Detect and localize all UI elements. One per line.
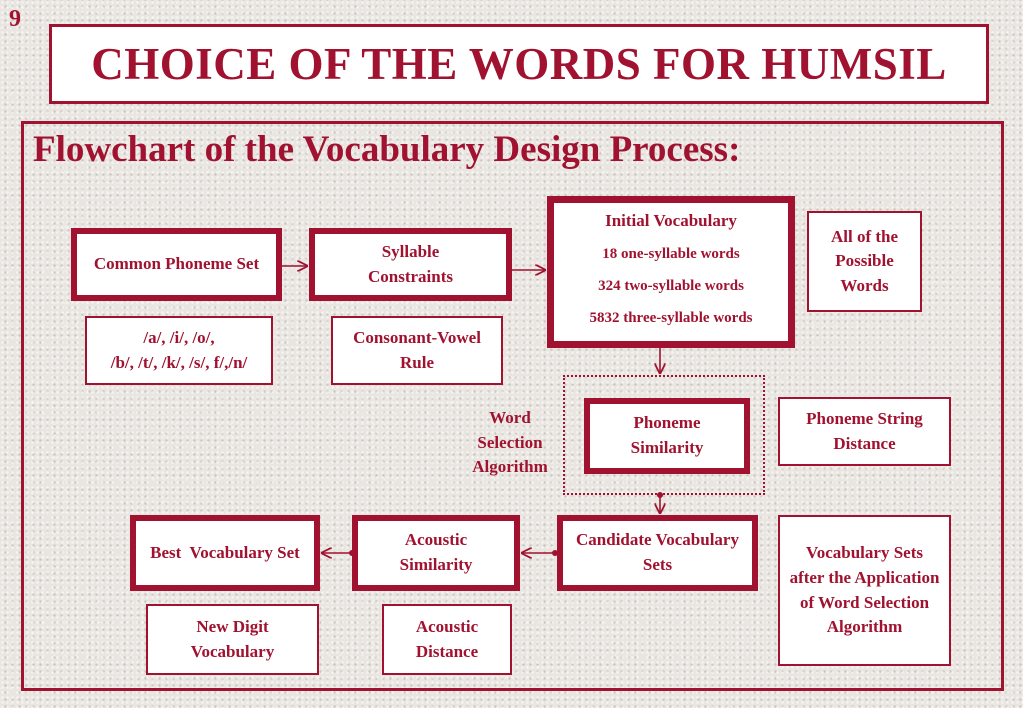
best-vocabulary-set-label: Best Vocabulary Set <box>150 542 300 562</box>
initial-vocabulary-line: 18 one-syllable words <box>602 245 740 262</box>
phoneme-similarity-label: Phoneme Similarity <box>630 413 704 457</box>
vocabulary-sets-after-label: Vocabulary Sets after the Application of Word Selection Algorithm <box>789 543 940 637</box>
page-title: CHOICE OF THE WORDS FOR HUMSIL <box>49 24 989 104</box>
all-possible-words-label: All of the Possible Words <box>830 226 899 295</box>
initial-vocabulary-title: Initial Vocabulary <box>605 211 737 231</box>
syllable-constraints-label: Syllable Constraints <box>367 241 453 286</box>
candidate-vocabulary-sets-label: Candidate Vocabulary Sets <box>576 530 739 574</box>
connector-dot <box>657 492 663 498</box>
connector-dot <box>552 550 558 556</box>
phonemes-line-1: /a/, /i/, /o/, <box>143 327 215 347</box>
new-digit-vocabulary-label: New Digit Vocabulary <box>190 616 275 661</box>
word-selection-algorithm-label: Word Selection Algorithm <box>472 408 548 477</box>
common-phoneme-set-label: Common Phoneme Set <box>93 254 260 274</box>
consonant-vowel-rule-label: Consonant-Vowel Rule <box>353 327 481 372</box>
initial-vocabulary-line: 5832 three-syllable words <box>589 310 753 327</box>
page-number: 9 <box>9 6 21 32</box>
flowchart-subtitle: Flowchart of the Vocabulary Design Process: <box>33 129 741 170</box>
initial-vocabulary-line: 324 two-syllable words <box>598 278 744 295</box>
phoneme-string-distance-label: Phoneme String Distance <box>806 408 923 453</box>
acoustic-distance-label: Acoustic Distance <box>415 616 479 661</box>
acoustic-similarity-label: Acoustic Similarity <box>399 530 473 574</box>
connector-dot <box>349 550 355 556</box>
phonemes-line-2: /b/, /t/, /k/, /s/, f/,/n/ <box>110 352 248 372</box>
